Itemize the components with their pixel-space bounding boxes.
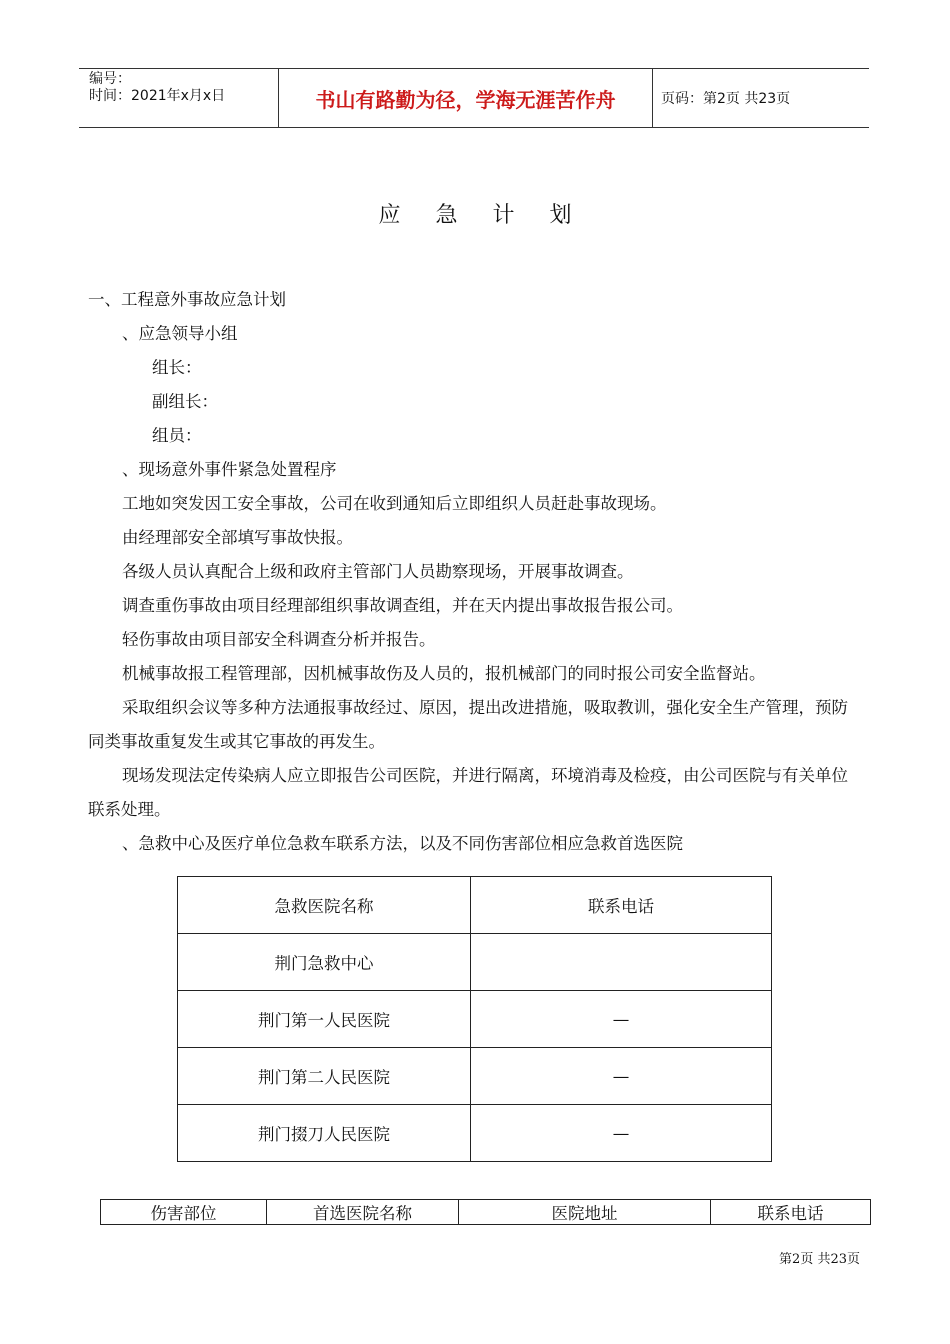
table-row [178, 934, 772, 991]
paragraph: 轻伤事故由项目部安全科调查分析并报告。 [122, 630, 436, 649]
table-header-cell: 医院地址 [459, 1200, 711, 1225]
table-header-cell: 联系电话 [711, 1200, 871, 1225]
phone-cell [471, 934, 772, 991]
hospital-name-cell: 荆门第一人民医院 [178, 991, 471, 1048]
injury-table [100, 1199, 871, 1225]
header-page-code: 页码：第2页 共23页 [661, 91, 791, 107]
time-label: 时间：2021年x月x日 [89, 88, 226, 104]
table-header-cell: 急救医院名称 [178, 877, 471, 934]
page-header [79, 68, 869, 128]
table-header-row [101, 1200, 871, 1225]
paragraph: 由经理部安全部填写事故快报。 [122, 528, 353, 547]
phone-cell: — [471, 1048, 772, 1105]
paragraph: 机械事故报工程管理部，因机械事故伤及人员的，报机械部门的同时报公司安全监督站。 [122, 664, 766, 683]
phone-cell: — [471, 991, 772, 1048]
hospital-name-cell: 荆门急救中心 [178, 934, 471, 991]
paragraph: 工地如突发因工安全事故，公司在收到通知后立即组织人员赶赴事故现场。 [122, 494, 667, 513]
paragraph: 各级人员认真配合上级和政府主管部门人员勘察现场，开展事故调查。 [122, 562, 634, 581]
phone-cell: — [471, 1105, 772, 1162]
paragraph: 采取组织会议等多种方法通报事故经过、原因，提出改进措施，吸取教训，强化安全生产管理，预防同类事故重复发生或其它事故的再发生。 [88, 698, 848, 751]
page-footer: 第2页 共23页 [779, 1252, 860, 1267]
section-heading: 一、工程意外事故应急计划 [88, 290, 286, 309]
header-meta [79, 69, 279, 127]
table-row [178, 1105, 772, 1162]
paragraph: 调查重伤事故由项目经理部组织事故调查组，并在天内提出事故报告报公司。 [122, 596, 683, 615]
header-motto: 书山有路勤为径，学海无涯苦作舟 [279, 69, 653, 127]
table-row [178, 991, 772, 1048]
role-line: 副组长： [152, 392, 218, 411]
number-label: 编号： [89, 71, 131, 87]
subsection-heading: 、现场意外事件紧急处置程序 [122, 460, 337, 479]
table-row [178, 1048, 772, 1105]
subsection-heading: 、急救中心及医疗单位急救车联系方法，以及不同伤害部位相应急救首选医院 [122, 834, 683, 853]
table-header-cell: 首选医院名称 [267, 1200, 459, 1225]
hospital-name-cell: 荆门掇刀人民医院 [178, 1105, 471, 1162]
role-line: 组员： [152, 426, 202, 445]
document-title: 应 急 计 划 [378, 203, 586, 228]
hospital-name-cell: 荆门第二人民医院 [178, 1048, 471, 1105]
table-header-cell: 伤害部位 [101, 1200, 267, 1225]
table-header-row [178, 877, 772, 934]
subsection-heading: 、应急领导小组 [122, 324, 238, 343]
role-line: 组长： [152, 358, 202, 377]
hospital-table [177, 876, 772, 1162]
document-body [88, 283, 863, 861]
table-header-cell: 联系电话 [471, 877, 772, 934]
paragraph: 现场发现法定传染病人应立即报告公司医院，并进行隔离，环境消毒及检疫，由公司医院与有关单位联系处理。 [88, 766, 848, 819]
